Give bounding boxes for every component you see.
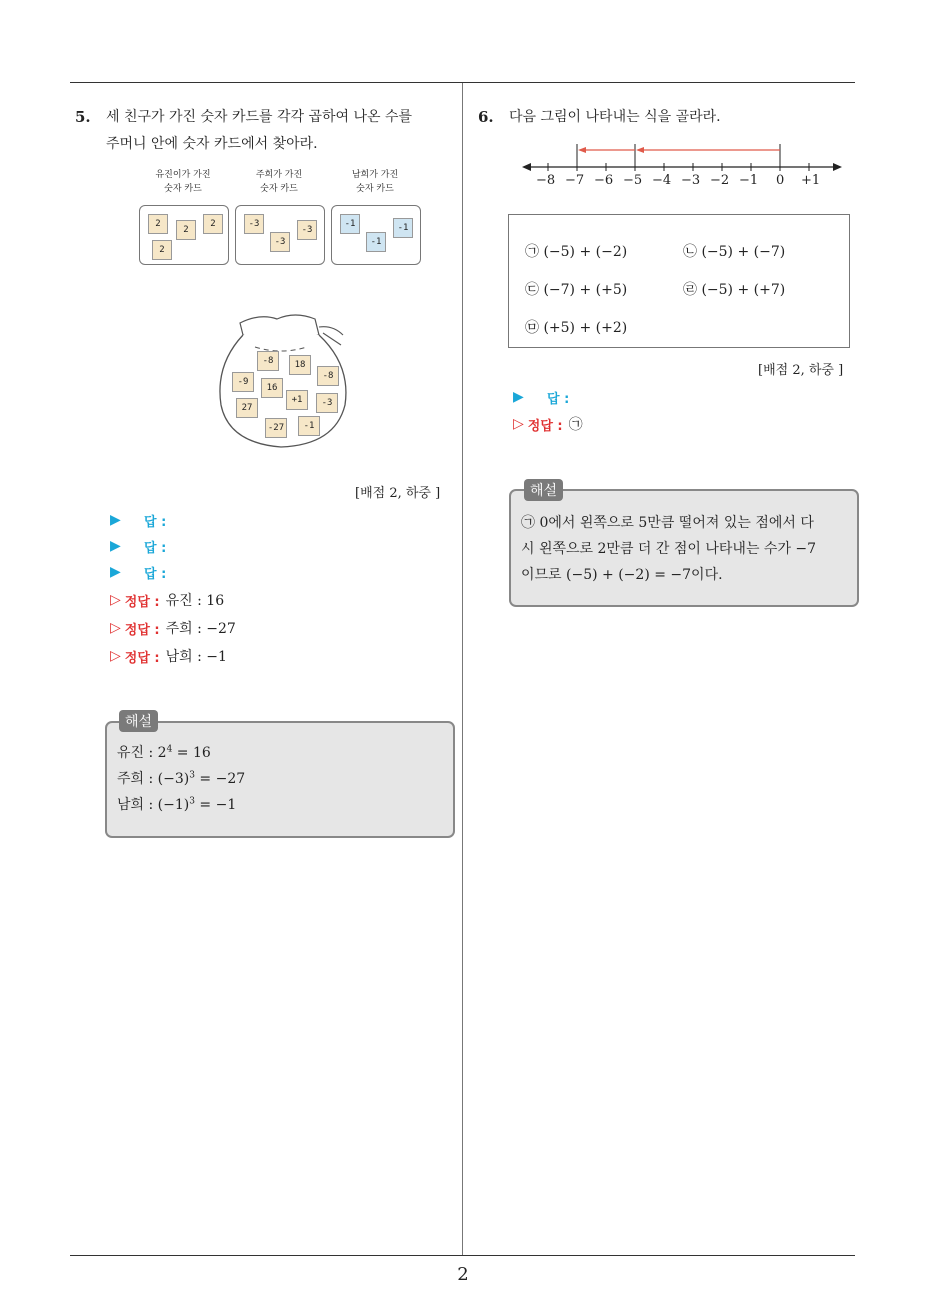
bag-card: -9: [232, 372, 254, 392]
bag-card: -3: [316, 393, 338, 413]
card-box-namhee: [331, 205, 421, 265]
choice-a: ㉠ (−5) + (−2): [525, 244, 628, 260]
number-card: -3: [270, 232, 290, 252]
q5-correct-row-1: [110, 590, 224, 610]
bottom-rule: [70, 1255, 855, 1256]
q5-answer-row-2: [110, 536, 166, 556]
q5-correct-row-2: [110, 618, 236, 638]
outline-triangle-icon: ▷: [110, 648, 121, 664]
play-icon: ▶: [513, 389, 524, 405]
q6-explain-line: ㉠ 0에서 왼쪽으로 5만큼 떨어져 있는 점에서 다: [521, 515, 814, 531]
tick-label: −2: [710, 173, 730, 188]
number-card: 2: [152, 240, 172, 260]
q6-explain-line: 시 왼쪽으로 2만큼 더 간 점이 나타내는 수가 −7: [521, 541, 817, 557]
choice-c: ㉢ (−7) + (+5): [525, 282, 628, 298]
correct-label: 정답 :: [124, 650, 160, 666]
q6-answer-row: [513, 387, 569, 407]
group-label-yujin: 유진이가 가진 숫자 카드: [155, 170, 211, 194]
tick-label: −4: [652, 173, 672, 188]
number-card: 2: [176, 220, 196, 240]
tick-label: +1: [801, 173, 821, 188]
q6-correct-row: [513, 414, 583, 434]
bag-card: -1: [298, 416, 320, 436]
play-icon: ▶: [110, 538, 121, 554]
answer-label: 답 :: [144, 566, 167, 582]
tick-label: −6: [594, 173, 614, 188]
q5-explanation-tag: 해설: [119, 710, 158, 732]
group-label-juhee: 주희가 가진 숫자 카드: [255, 170, 303, 194]
correct-answer: 주희 : −27: [165, 621, 236, 637]
column-divider: [462, 83, 463, 1256]
bag-card: 27: [236, 398, 258, 418]
choice-d: ㉣ (−5) + (+7): [683, 282, 786, 298]
bag-card: +1: [286, 390, 308, 410]
answer-label: 답 :: [144, 540, 167, 556]
tick-label: −8: [536, 173, 556, 188]
answer-label: 답 :: [547, 391, 570, 407]
answer-label: 답 :: [144, 514, 167, 530]
bag-card: 18: [289, 355, 311, 375]
q6-explanation-tag: 해설: [524, 479, 563, 501]
number-card: 2: [148, 214, 168, 234]
q6-choices-box: [508, 214, 850, 348]
correct-label: 정답 :: [124, 622, 160, 638]
number-card: -3: [244, 214, 264, 234]
tick-label: −5: [623, 173, 643, 188]
q5-explain-line: 주희 : $(-3)^3 = -27$: [117, 770, 246, 787]
choice-e: ㉤ (+5) + (+2): [525, 320, 628, 336]
outline-triangle-icon: ▷: [110, 620, 121, 636]
q5-number: 5.: [75, 108, 91, 126]
number-card: -1: [393, 218, 413, 238]
q5-correct-row-3: [110, 646, 227, 666]
correct-label: 정답 :: [124, 594, 160, 610]
number-card: 2: [203, 214, 223, 234]
number-card: -1: [366, 232, 386, 252]
bag-card: -8: [317, 366, 339, 386]
q5-answer-row-1: [110, 510, 166, 530]
number-card: -1: [340, 214, 360, 234]
q5-text-line2: 주머니 안에 숫자 카드에서 찾아라.: [106, 136, 318, 152]
tick-label: 0: [776, 173, 785, 188]
q6-text: 다음 그림이 나타내는 식을 골라라.: [509, 109, 721, 125]
q5-explain-line: 남희 : $(-1)^3 = -1$: [117, 796, 237, 813]
number-line-labels: [520, 173, 845, 191]
outline-triangle-icon: ▷: [513, 416, 524, 432]
tick-label: −3: [681, 173, 701, 188]
q6-number: 6.: [478, 108, 494, 126]
correct-answer: ㉠: [568, 417, 583, 433]
correct-label: 정답 :: [527, 418, 563, 434]
bag-card: 16: [261, 378, 283, 398]
group-label-namhee: 남희가 가진 숫자 카드: [351, 170, 399, 194]
page-number: 2: [457, 1264, 469, 1285]
play-icon: ▶: [110, 512, 121, 528]
bag-card: -8: [257, 351, 279, 371]
play-icon: ▶: [110, 564, 121, 580]
tick-label: −1: [739, 173, 759, 188]
q5-text-line1: 세 친구가 가진 숫자 카드를 각각 곱하여 나온 수를: [106, 109, 413, 125]
q5-explain-line: 유진 : $2^4 = 16$: [117, 744, 211, 761]
correct-answer: 남희 : −1: [165, 649, 227, 665]
tick-label: −7: [565, 173, 585, 188]
q6-explain-line: 이므로 (−5) + (−2) = −7이다.: [521, 567, 723, 583]
q5-score: [배점 2, 하중 ]: [355, 486, 441, 501]
correct-answer: 유진 : 16: [165, 593, 225, 609]
choice-b: ㉡ (−5) + (−7): [683, 244, 786, 260]
q5-answer-row-3: [110, 562, 166, 582]
card-box-yujin: [139, 205, 229, 265]
outline-triangle-icon: ▷: [110, 592, 121, 608]
number-card: -3: [297, 220, 317, 240]
card-box-juhee: [235, 205, 325, 265]
bag-card: -27: [265, 418, 287, 438]
q6-score: [배점 2, 하중 ]: [758, 363, 844, 378]
